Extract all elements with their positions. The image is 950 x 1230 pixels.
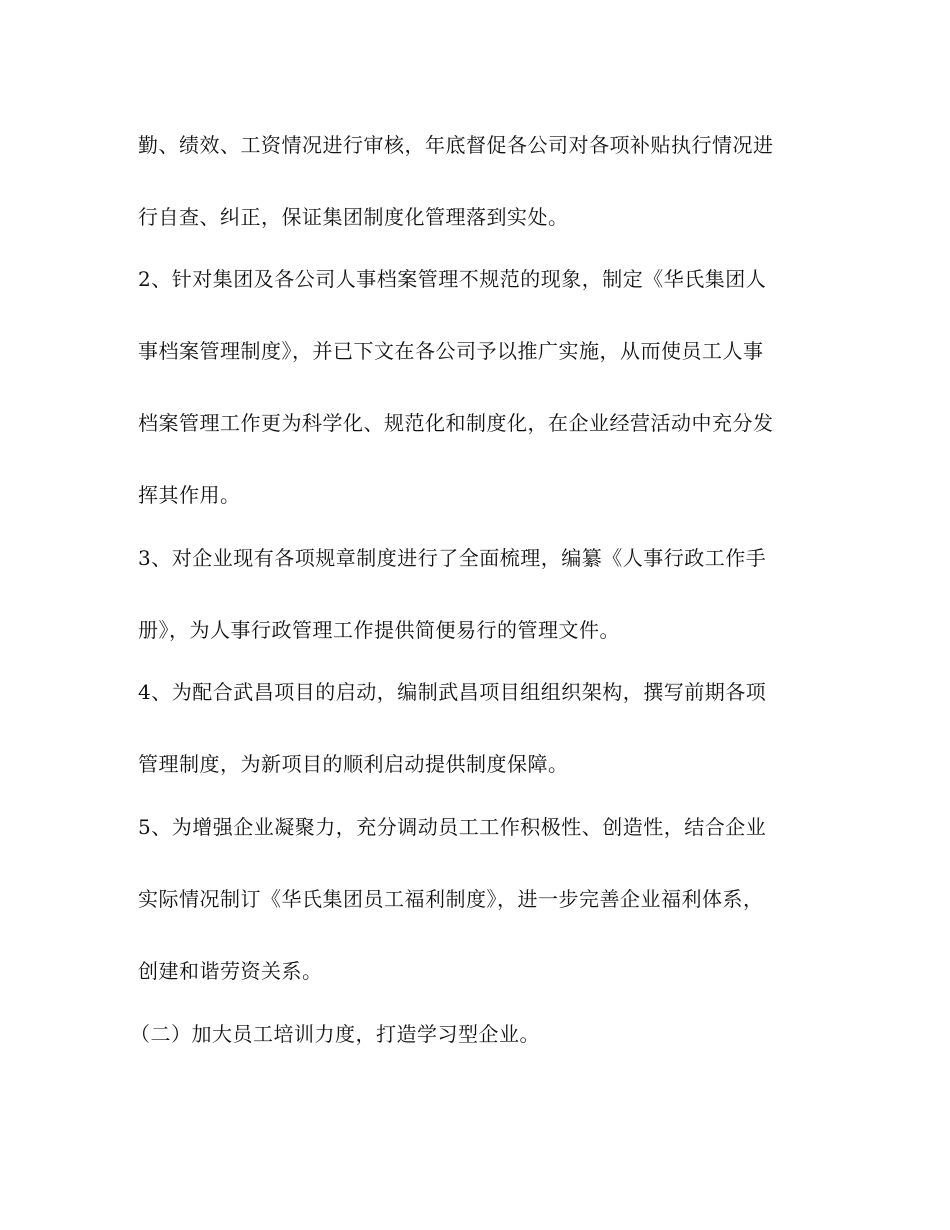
section-heading: （二）加大员工培训力度，打造学习型企业。 xyxy=(130,1022,540,1046)
text-line: 勤、绩效、工资情况进行审核，年底督促各公司对各项补贴执行情况进 xyxy=(138,133,774,157)
text-line: 档案管理工作更为科学化、规范化和制度化，在企业经营活动中充分发 xyxy=(138,411,774,435)
text-line: 实际情况制订《华氏集团员工福利制度》，进一步完善企业福利体系， xyxy=(138,887,764,911)
text-line: 2、针对集团及各公司人事档案管理不规范的现象，制定《华氏集团人 xyxy=(138,267,767,291)
text-line: 3、对企业现有各项规章制度进行了全面梳理，编纂《人事行政工作手 xyxy=(138,546,767,570)
text-line: 创建和谐劳资关系。 xyxy=(138,959,323,983)
text-line: 挥其作用。 xyxy=(138,483,241,507)
text-line: 事档案管理制度》，并已下文在各公司予以推广实施，从而使员工人事 xyxy=(138,339,764,363)
text-line: 行自查、纠正，保证集团制度化管理落到实处。 xyxy=(138,205,569,229)
text-line: 5、为增强企业凝聚力，充分调动员工工作积极性、创造性，结合企业 xyxy=(138,815,767,839)
text-line: 册》，为人事行政管理工作提供简便易行的管理文件。 xyxy=(138,618,620,642)
text-line: 4、为配合武昌项目的启动，编制武昌项目组组织架构，撰写前期各项 xyxy=(138,680,767,704)
text-line: 管理制度，为新项目的顺利启动提供制度保障。 xyxy=(138,752,569,776)
